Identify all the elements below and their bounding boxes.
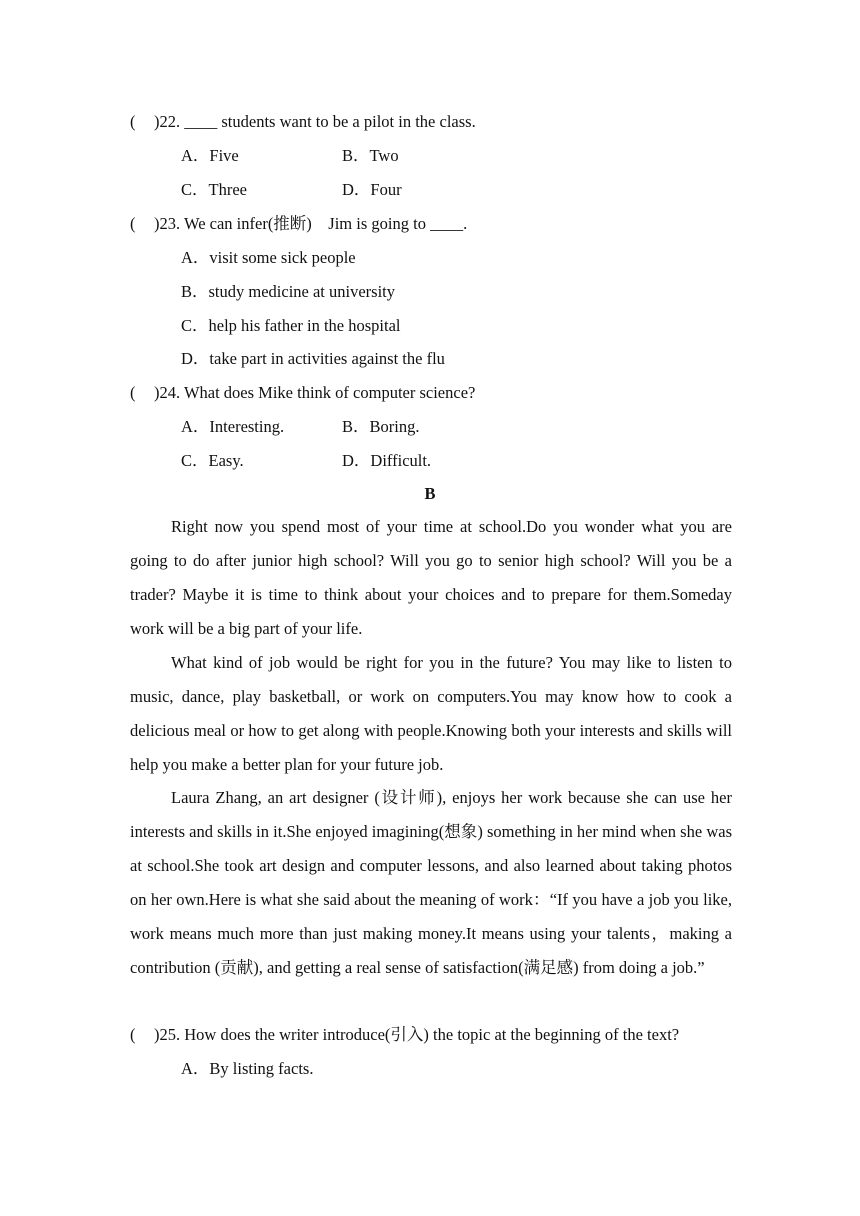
question-25 [130,1025,679,1045]
option-d: D．Difficult. [342,451,432,470]
question-stem: )24. What does Mike think of computer science? [154,383,476,402]
option-a: A．Five [181,146,239,165]
option-a: A．By listing facts. [181,1059,314,1078]
answer-blank: ( [130,112,136,131]
option-c: C．help his father in the hospital [181,316,401,335]
section-heading: B [424,484,436,503]
option-c: C．Three [181,180,247,199]
passage-paragraph-2 [130,646,732,782]
question-22 [130,112,476,132]
paragraph-text: What kind of job would be right for you in the future? You may like to listen to music, dance, play basketball, or work on computers.You may know how to cook a delicious meal or how to get along with people.Knowing both your interests and skills will help you make a better plan for your future job. [130,653,732,774]
paragraph-text: Right now you spend most of your time at school.Do you wonder what you are going to do after junior high school? Will you go to senior high school? Will you be a trader? Maybe it is time to think about your choices and to prepare for them.Someday work will be a big part of your life. [130,517,732,638]
question-23 [130,214,467,234]
paragraph-text: Laura Zhang, an art designer (设计师), enjoys her work because she can use her interests and skills in it.She enjoyed imagining(想象) something in her mind when she was at school.She took art design and computer lessons, and also learned about taking photos on her own.Here is what she said about the meaning of work：“If you have a job you like, work means much more than just making money.It means using your talents，making a contribution (贡献), and getting a real sense of satisfaction(满足感) from doing a job.” [130,788,732,977]
answer-blank: ( [130,383,136,402]
option-d: D．take part in activities against the flu [181,349,445,368]
option-b: B．Boring. [342,417,420,436]
question-stem: )22. ____ students want to be a pilot in the class. [154,112,476,131]
option-d: D．Four [342,180,402,199]
answer-blank: ( [130,1025,136,1044]
option-a: A．visit some sick people [181,248,356,267]
option-b: B．study medicine at university [181,282,396,301]
question-stem: )25. How does the writer introduce(引入) the topic at the beginning of the text? [154,1025,680,1044]
answer-blank: ( [130,214,136,233]
question-stem: )23. We can infer(推断) Jim is going to ____. [154,214,468,233]
passage-paragraph-1 [130,510,732,646]
question-24 [130,383,475,403]
option-b: B．Two [342,146,399,165]
option-a: A．Interesting. [181,417,285,436]
option-c: C．Easy. [181,451,244,470]
passage-paragraph-3 [130,781,732,984]
